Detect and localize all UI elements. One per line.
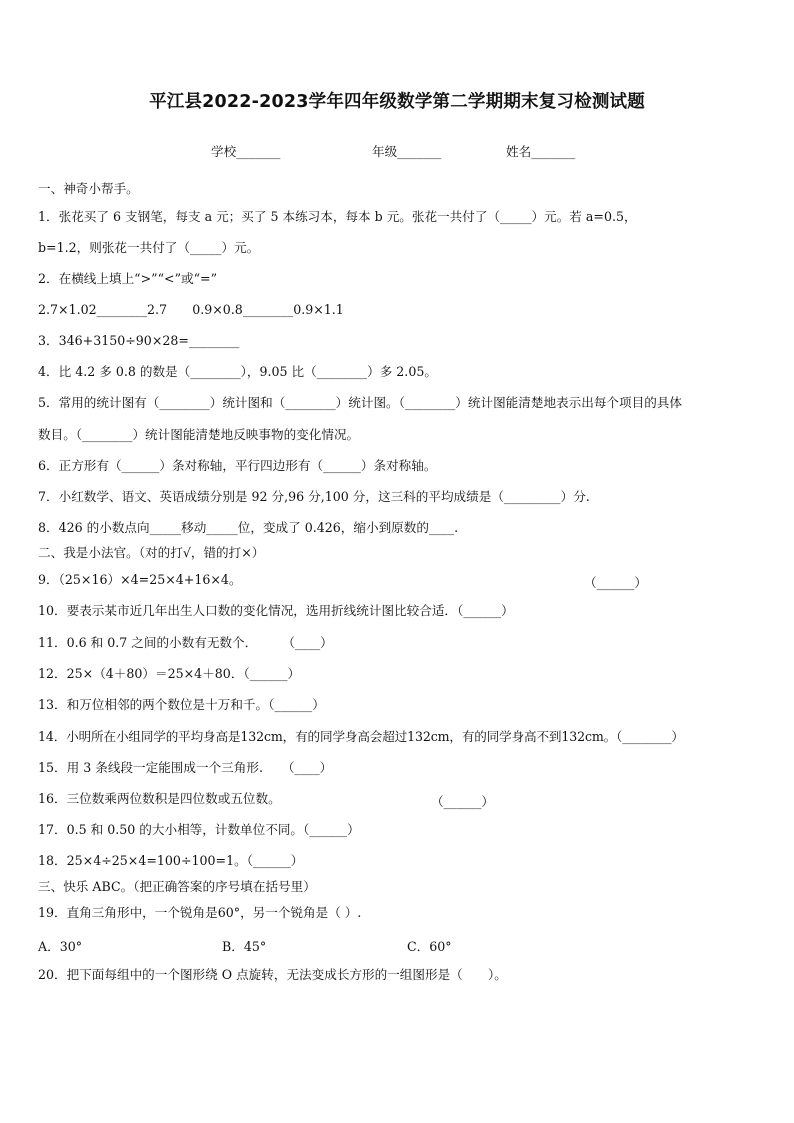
section-3-heading: 三、快乐 ABC。（把正确答案的序号填在括号里） xyxy=(38,879,316,894)
question-1-line-2: b=1.2，则张花一共付了（_____）元。 xyxy=(38,240,260,255)
question-5-line-1: 5．常用的统计图有（________）统计图和（________）统计图。（________）统计图能清楚地表示出每个项目的具体 xyxy=(38,395,682,410)
exam-title: 平江县2022-2023学年四年级数学第二学期期末复习检测试题 xyxy=(149,92,645,112)
question-16-answer-blank: （______） xyxy=(431,794,494,809)
question-3: 3．346+3150÷90×28=________ xyxy=(38,333,240,348)
question-1-line-1: 1．张花买了 6 支钢笔，每支 a 元；买了 5 本练习本，每本 b 元。张花一共付了（_____）元。若 a=0.5， xyxy=(38,209,637,224)
question-19-option-c: C．60° xyxy=(407,939,452,954)
question-4: 4．比 4.2 多 0.8 的数是（________），9.05 比（________）多 2.05。 xyxy=(38,364,437,379)
question-10: 10．要表示某市近几年出生人口数的变化情况，选用折线统计图比较合适．（______） xyxy=(38,603,514,618)
question-8: 8．426 的小数点向_____移动_____位，变成了 0.426，缩小到原数的____. xyxy=(38,520,459,535)
question-20: 20．把下面每组中的一个图形绕 O 点旋转，无法变成长方形的一组图形是（ ）。 xyxy=(38,967,507,982)
question-9-answer-blank: （______） xyxy=(584,575,647,590)
school-field: 学校_______ xyxy=(211,144,281,159)
question-15: 15．用 3 条线段一定能围成一个三角形. （____） xyxy=(38,760,333,775)
section-1-heading: 一、神奇小帮手。 xyxy=(38,181,139,196)
grade-field: 年级_______ xyxy=(372,144,442,159)
question-9: 9．（25×16）×4=25×4+16×4。 xyxy=(38,572,242,587)
question-16: 16．三位数乘两位数积是四位数或五位数。 xyxy=(38,791,281,806)
question-12: 12．25×（4＋80）＝25×4＋80．（______） xyxy=(38,666,301,681)
question-5-line-2: 数目。（________）统计图能清楚地反映事物的变化情况。 xyxy=(38,427,360,442)
question-14: 14．小明所在小组同学的平均身高是132cm，有的同学身高会超过132cm，有的同学身高不到132cm。（________） xyxy=(38,729,684,744)
question-18: 18．25×4÷25×4=100÷100=1。（______） xyxy=(38,853,304,868)
question-19: 19．直角三角形中，一个锐角是60°，另一个锐角是（ ）. xyxy=(38,905,362,920)
question-7: 7．小红数学、语文、英语成绩分别是 92 分,96 分,100 分，这三科的平均成绩是（_________）分. xyxy=(38,489,590,504)
question-2: 2．在横线上填上“>”“<”或“=” xyxy=(38,271,218,286)
name-field: 姓名_______ xyxy=(506,144,576,159)
question-13: 13．和万位相邻的两个数位是十万和千。（______） xyxy=(38,697,325,712)
question-2-items: 2.7×1.02________2.7 0.9×0.8________0.9×1.1 xyxy=(38,302,344,317)
question-6: 6．正方形有（______）条对称轴，平行四边形有（______）条对称轴。 xyxy=(38,458,437,473)
question-17: 17．0.5 和 0.50 的大小相等，计数单位不同。（______） xyxy=(38,822,360,837)
section-2-heading: 二、我是小法官。（对的打√，错的打×） xyxy=(38,545,265,560)
question-11: 11．0.6 和 0.7 之间的小数有无数个． （____） xyxy=(38,635,333,650)
question-19-option-a: A．30° xyxy=(38,939,83,954)
question-19-option-b: B．45° xyxy=(222,939,267,954)
